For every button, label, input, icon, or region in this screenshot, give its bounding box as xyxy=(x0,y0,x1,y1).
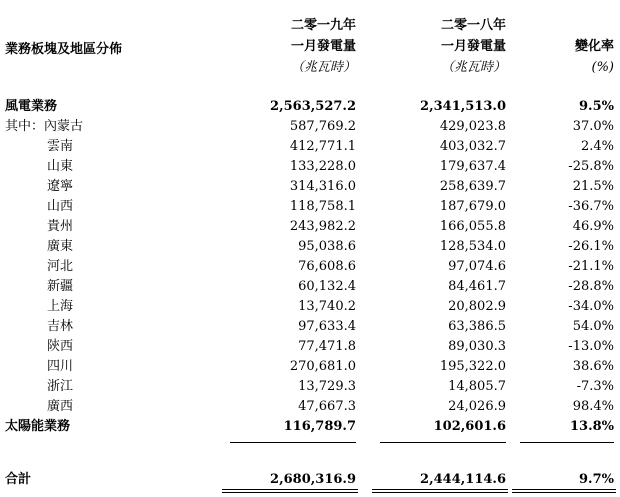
value-2019: 95,038.6 xyxy=(298,239,356,254)
value-2018: 2,341,513.0 xyxy=(420,99,506,114)
change-rate: -28.8% xyxy=(568,279,614,294)
col-header-change-title: 變化率 xyxy=(574,39,614,54)
region-name: 上海 xyxy=(47,299,74,314)
value-2018: 195,322.0 xyxy=(439,359,506,374)
value-2019: 13,729.3 xyxy=(298,379,356,394)
col-header-2018 xyxy=(380,15,506,78)
col-header-2019-title: 一月發電量 xyxy=(290,39,356,54)
value-2019: 60,132.4 xyxy=(298,279,356,294)
value-2018: 429,023.8 xyxy=(439,119,506,134)
value-2018: 179,637.4 xyxy=(439,159,506,174)
total-2018: 2,444,114.6 xyxy=(420,472,506,487)
table-row xyxy=(0,337,620,357)
change-rate: 13.8% xyxy=(569,419,614,434)
region-name: 風電業務 xyxy=(5,99,58,114)
value-2019: 77,471.8 xyxy=(298,339,356,354)
col-header-2019-year: 二零一九年 xyxy=(290,18,356,33)
total-row xyxy=(0,470,620,490)
subtotal-rule-2018 xyxy=(380,442,506,443)
value-2019: 587,769.2 xyxy=(289,119,356,134)
value-2018: 24,026.9 xyxy=(448,399,506,414)
table-row xyxy=(0,417,620,437)
table-body xyxy=(0,97,620,437)
value-2019: 47,667.3 xyxy=(298,399,356,414)
value-2018: 187,679.0 xyxy=(439,199,506,214)
value-2018: 128,534.0 xyxy=(439,239,506,254)
region-name: 吉林 xyxy=(47,319,74,334)
table-row xyxy=(0,137,620,157)
total-2019: 2,680,316.9 xyxy=(270,472,356,487)
subtotal-rule-change xyxy=(520,442,614,443)
total-double-rule-change-a xyxy=(512,489,616,490)
region-name: 遼寧 xyxy=(47,179,74,194)
value-2019: 97,633.4 xyxy=(298,319,356,334)
table-row xyxy=(0,197,620,217)
col-header-change xyxy=(520,15,614,78)
col-header-2018-title: 一月發電量 xyxy=(440,39,506,54)
table-row xyxy=(0,157,620,177)
region-name: 四川 xyxy=(47,359,74,374)
region-name: 山東 xyxy=(47,159,74,174)
value-2018: 403,032.7 xyxy=(439,139,506,154)
change-rate: 37.0% xyxy=(572,119,614,134)
total-change: 9.7% xyxy=(579,472,614,487)
value-2018: 258,639.7 xyxy=(439,179,506,194)
value-2018: 166,055.8 xyxy=(439,219,506,234)
total-label: 合計 xyxy=(5,472,32,487)
change-rate: 9.5% xyxy=(579,99,614,114)
value-2019: 2,563,527.2 xyxy=(270,99,356,114)
col-header-change-unit: (%) xyxy=(591,60,614,75)
value-2019: 76,608.6 xyxy=(298,259,356,274)
value-2019: 116,789.7 xyxy=(283,419,356,434)
value-2019: 412,771.1 xyxy=(289,139,356,154)
value-2018: 102,601.6 xyxy=(433,419,506,434)
value-2018: 89,030.3 xyxy=(448,339,506,354)
change-rate: -34.0% xyxy=(568,299,614,314)
col-header-2019 xyxy=(230,15,356,78)
table-row xyxy=(0,297,620,317)
value-2018: 63,386.5 xyxy=(448,319,506,334)
table-row xyxy=(0,357,620,377)
table-row xyxy=(0,257,620,277)
total-double-rule-change-b xyxy=(512,492,616,493)
change-rate: -7.3% xyxy=(576,379,614,394)
table-row xyxy=(0,317,620,337)
value-2019: 133,228.0 xyxy=(289,159,356,174)
table-row xyxy=(0,377,620,397)
table-row xyxy=(0,237,620,257)
change-rate: 46.9% xyxy=(572,219,614,234)
region-name: 新疆 xyxy=(47,279,74,294)
value-2018: 14,805.7 xyxy=(448,379,506,394)
change-rate: 38.6% xyxy=(572,359,614,374)
table-row xyxy=(0,117,620,137)
change-rate: 21.5% xyxy=(572,179,614,194)
change-rate: 54.0% xyxy=(572,319,614,334)
total-double-rule-2018-b xyxy=(372,492,508,493)
value-2019: 243,982.2 xyxy=(289,219,356,234)
change-rate: -25.8% xyxy=(568,159,614,174)
change-rate: -21.1% xyxy=(568,259,614,274)
table-row xyxy=(0,397,620,417)
total-double-rule-2019-a xyxy=(222,489,358,490)
change-rate: -13.0% xyxy=(568,339,614,354)
table-row xyxy=(0,217,620,237)
value-2019: 13,740.2 xyxy=(298,299,356,314)
region-name: 貴州 xyxy=(47,219,74,234)
region-name: 廣東 xyxy=(47,239,74,254)
region-name: 陝西 xyxy=(47,339,74,354)
region-name: 雲南 xyxy=(47,139,74,154)
change-rate: 2.4% xyxy=(580,139,614,154)
table-row xyxy=(0,177,620,197)
total-double-rule-2018-a xyxy=(372,489,508,490)
region-name: 廣西 xyxy=(47,399,74,414)
region-name: 山西 xyxy=(47,199,74,214)
change-rate: -26.1% xyxy=(568,239,614,254)
segment-header: 業務板塊及地區分佈 xyxy=(5,42,123,57)
region-name: 太陽能業務 xyxy=(5,419,71,434)
change-rate: -36.7% xyxy=(568,199,614,214)
change-rate: 98.4% xyxy=(572,399,614,414)
value-2018: 97,074.6 xyxy=(448,259,506,274)
value-2018: 84,461.7 xyxy=(448,279,506,294)
col-header-2018-year: 二零一八年 xyxy=(440,18,506,33)
col-header-2019-unit: （兆瓦時） xyxy=(290,60,356,75)
subtotal-rule-2019 xyxy=(230,442,356,443)
region-name: 其中：內蒙古 xyxy=(5,119,84,134)
total-double-rule-2019-b xyxy=(222,492,358,493)
value-2019: 118,758.1 xyxy=(289,199,356,214)
col-header-2018-unit: （兆瓦時） xyxy=(440,60,506,75)
table-row xyxy=(0,277,620,297)
table-row xyxy=(0,97,620,117)
value-2019: 314,316.0 xyxy=(289,179,356,194)
region-name: 河北 xyxy=(47,259,74,274)
region-name: 浙江 xyxy=(47,379,74,394)
value-2019: 270,681.0 xyxy=(289,359,356,374)
value-2018: 20,802.9 xyxy=(448,299,506,314)
